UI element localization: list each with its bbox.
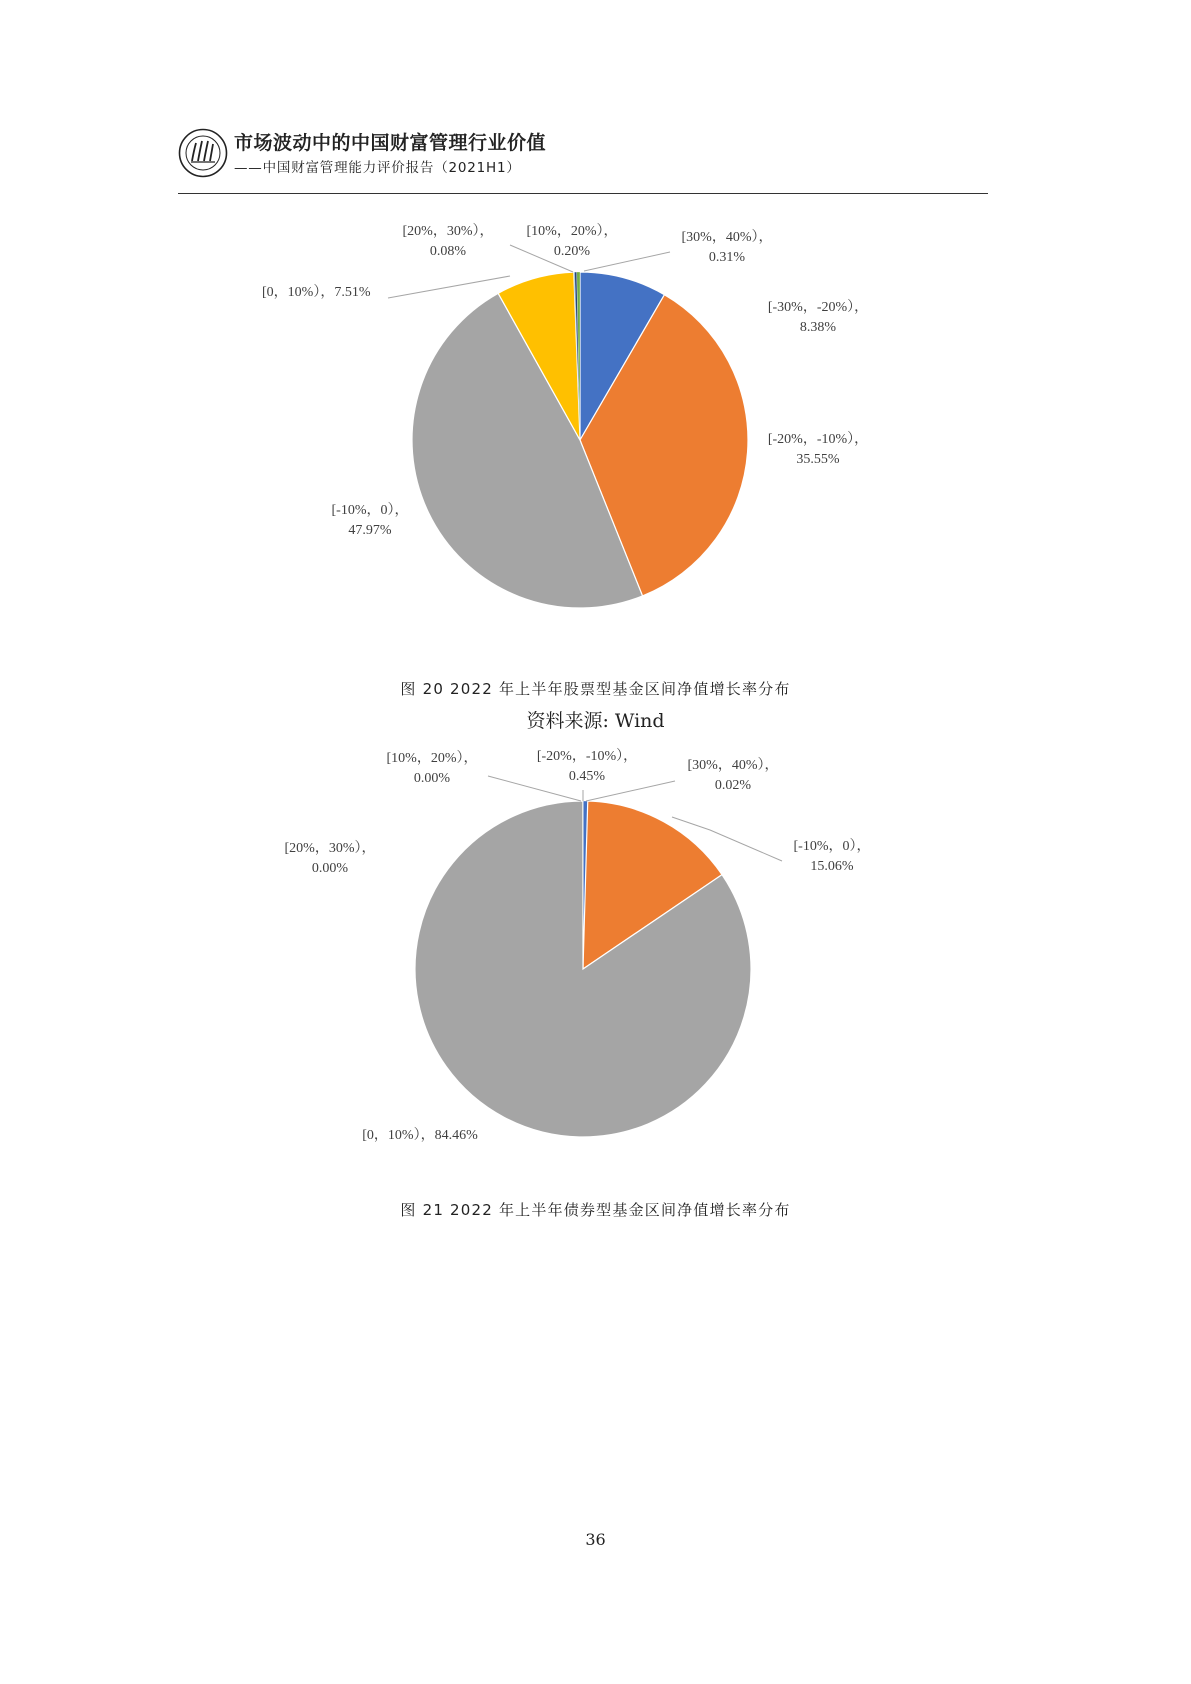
data-label: [30%，40%）， xyxy=(681,230,773,245)
figure-21-caption: 图 21 2022 年上半年债券型基金区间净值增长率分布 xyxy=(400,1201,791,1219)
data-label: [-20%，-10%）， xyxy=(536,749,638,764)
page-number: 36 xyxy=(585,1530,606,1549)
data-label: [-30%，-20%）， xyxy=(767,300,869,315)
data-label: [10%，20%）， xyxy=(526,224,618,239)
data-label-value: 0.45% xyxy=(568,769,606,784)
data-label-value: 0.00% xyxy=(311,861,349,876)
leader-line xyxy=(586,781,675,801)
data-label: [-10%，0）， xyxy=(793,839,871,854)
report-title: 市场波动中的中国财富管理行业价值 xyxy=(234,132,547,154)
data-label: [-20%，-10%）， xyxy=(767,432,869,447)
data-label-value: 0.31% xyxy=(708,250,746,265)
data-source-note: 资料来源: Wind xyxy=(526,710,665,732)
leader-line xyxy=(488,776,581,801)
data-label-value: 0.08% xyxy=(429,244,467,259)
data-label: [0，10%），84.46% xyxy=(362,1128,478,1143)
data-label-value: 15.06% xyxy=(810,859,854,874)
data-label-value: 0.02% xyxy=(714,778,752,793)
report-subtitle: ——中国财富管理能力评价报告（2021H1） xyxy=(234,160,521,176)
data-label: [20%，30%）， xyxy=(284,841,376,856)
data-label-value: 8.38% xyxy=(799,320,837,335)
figure-20-caption: 图 20 2022 年上半年股票型基金区间净值增长率分布 xyxy=(400,680,791,698)
data-label: [20%，30%）， xyxy=(402,224,494,239)
data-label-value: 0.20% xyxy=(553,244,591,259)
data-label-value: 35.55% xyxy=(796,452,840,467)
data-label: [30%，40%）， xyxy=(687,758,779,773)
data-label: [10%，20%）， xyxy=(386,751,478,766)
data-label: [-10%，0）， xyxy=(331,503,409,518)
data-label: [0，10%），7.51% xyxy=(262,285,371,300)
data-label-value: 47.97% xyxy=(348,523,392,538)
data-label-value: 0.00% xyxy=(413,771,451,786)
